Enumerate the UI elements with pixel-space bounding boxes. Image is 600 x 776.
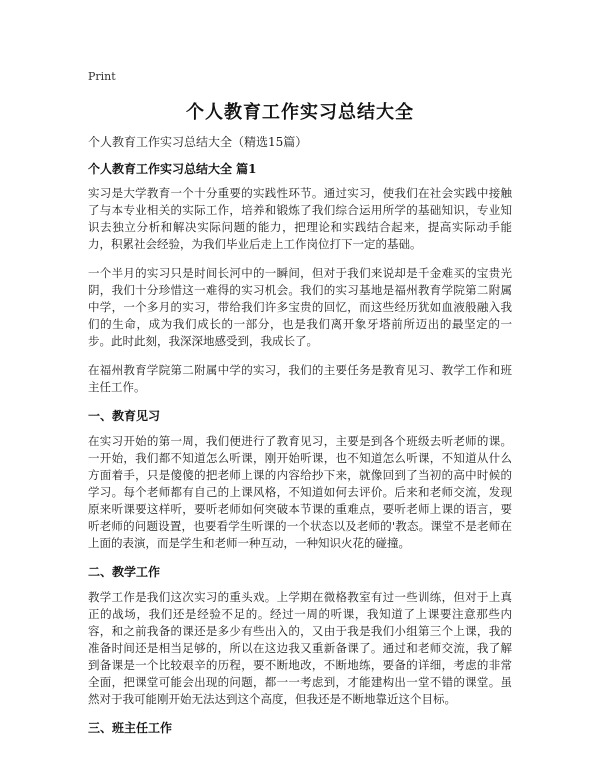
subheading-class-teacher-work: 三、班主任工作 — [88, 721, 173, 735]
paragraph-intro-1: 实习是大学教育一个十分重要的实践性环节。通过实习，使我们在社会实践中接触了与本专业相关的实际工作，培养和锻炼了我们综合运用所学的基础知识，专业知识去独立分析和解决实际问题的能力，把理论和实践结合起来，提高实际动手能力，积累社会经验，为我们毕业后走上工作岗位打下一定的基础。 — [88, 186, 512, 251]
paragraph-intro-2: 一个半月的实习只是时间长河中的一瞬间，但对于我们来说却是千金难买的宝贵光阴，我们十分珍惜这一难得的实习机会。我们的实习基地是福州教育学院第二附属中学，一个多月的实习，带给我们许多宝贵的回忆，而这些经历犹如血液般融入我们的生命，成为我们成长的一部分，也是我们离开象牙塔前所迈出的最坚定的一步。此时此刻，我深深地感受到，我成长了。 — [88, 266, 512, 348]
page-title: 个人教育工作实习总结大全 — [186, 102, 414, 123]
subheading-teaching-work: 二、教学工作 — [88, 565, 161, 579]
print-link[interactable]: Print — [88, 70, 116, 83]
subheading-education-observation: 一、教育见习 — [88, 409, 161, 423]
paragraph-intro-3: 在福州教育学院第二附属中学的实习，我们的主要任务是教育见习、教学工作和班主任工作。 — [88, 363, 512, 394]
document-content — [88, 134, 512, 745]
paragraph-education-observation: 在实习开始的第一周，我们便进行了教育见习，主要是到各个班级去听老师的课。一开始，我们都不知道怎么听课，刚开始听课，也不知道怎么听课，不知道从什么方面着手，只是傻傻的把老师上课的内容给抄下来，就像回到了当初的高中时候的学习。每个老师都有自己的上课风格，不知道如何去评价。后来和老师交流，发现原来听课要这样听，要听老师如何突破本节课的重难点，要听老师上课的语言，要听老师的问题设置，也要看学生听课的一个状态以及老师的'教态。课堂不是老师在上面的表演，而是学生和老师一种互动，一种知识火花的碰撞。 — [88, 434, 512, 550]
paragraph-teaching-work: 教学工作是我们这次实习的重头戏。上学期在微格教室有过一些训练，但对于上真正的战场，我们还是经验不足的。经过一周的听课，我知道了上课要注意那些内容，和之前我备的课还是多少有些出入的，又由于我是我们小组第三个上课，我的准备时间还是相当足够的，所以在这边我又重新备课了。通过和老师交流，我了解到备课是一个比较艰辛的历程，要不断地改，不断地练，要备的详细，考虑的非常全面，把课堂可能会出现的问题，都一一考虑到，才能建构出一堂不错的课堂。虽然对于我可能刚开始无法达到这个高度，但我还是不断地靠近这个目标。 — [88, 590, 512, 706]
document-subtitle: 个人教育工作实习总结大全（精选15篇） — [88, 135, 308, 149]
section-title: 个人教育工作实习总结大全 篇1 — [88, 162, 257, 176]
